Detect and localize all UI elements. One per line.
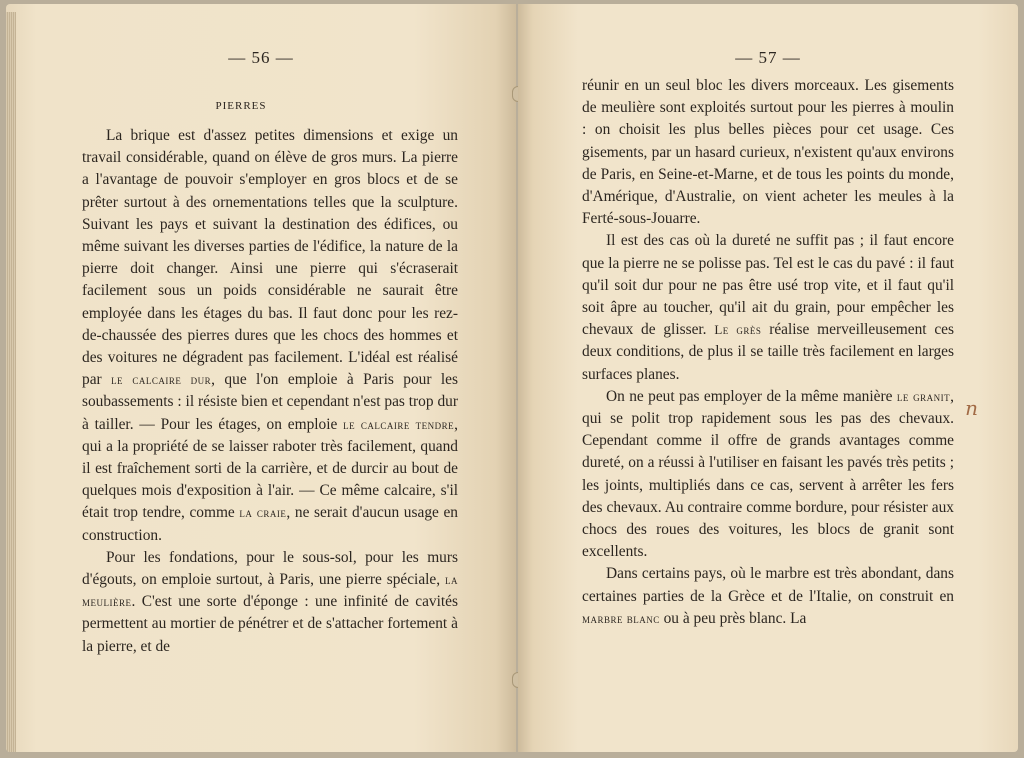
text-run: On ne peut pas employer de la même manière bbox=[606, 387, 897, 405]
running-head: PIERRES bbox=[215, 100, 267, 112]
text-run: Il est des cas où la dureté ne suffit pas ; il faut encore que la pierre ne se polisse pas. Tel est le cas du pavé : il faut qu'il soit dur pour ne pas être usé trop vite, et il faut qu'il soit âpre au toucher, qu'il ait du grain, pour empêcher les chevaux de glisser. bbox=[582, 232, 954, 339]
text-run: réunir en un seul bloc les divers morceaux. Les gisements de meulière sont exploités surtout pour les pierres à moulin : on choisit les plus belles pièces pour cet usage. Ces gisements, par un hasard curieux, n'existent qu'aux environs de Paris, en Seine-et-Marne, et de tous les points du monde, d'Amérique, d'Australie, on vient acheter les meules à la Ferté-sous-Jouarre. bbox=[582, 77, 954, 228]
term-marbre-blanc: marbre blanc bbox=[582, 610, 660, 626]
text-run: réalise merveilleusement ces deux conditions, de plus il se taille très facilement en larges surfaces planes. bbox=[582, 321, 954, 383]
body-text-left bbox=[82, 125, 458, 658]
page-edges bbox=[6, 12, 16, 752]
text-run: , que l'on emploie à Paris pour les soubassements : il résiste bien et cependant n'est pas trop dur à tailler. — Pour les étages, on emploie bbox=[82, 371, 458, 433]
term-calcaire-dur: le calcaire dur bbox=[111, 372, 212, 388]
term-craie: la craie bbox=[239, 505, 287, 521]
text-run: Pour les fondations, pour le sous-sol, pour les murs d'égouts, on emploie surtout, à Paris, une pierre spéciale, bbox=[82, 548, 458, 589]
page-number-right: — 57 — bbox=[735, 48, 801, 67]
text-run: , ne serait d'aucun usage en construction. bbox=[82, 504, 458, 544]
term-gres: Le grès bbox=[714, 322, 762, 338]
paragraph bbox=[582, 386, 954, 564]
body-text-right bbox=[582, 75, 954, 630]
text-run: Dans certains pays, où le marbre est très abondant, dans certaines parties de la Grèce et de l'Italie, on construit en bbox=[582, 565, 954, 605]
text-run: La brique est d'assez petites dimensions et exige un travail considérable, quand on élève de gros murs. La pierre a l'avantage de pouvoir s'employer en gros blocs et de se prêter surtout à des ornementations telles que la sculpture. Suivant les pays et suivant la destination des édifices, ou même suivant les diverses parties de l'édifice, la nature de la pierre doit changer. Ainsi une pierre qui s'écraserait facilement sous un poids considérable ne saurait être employée dans les étages du bas. Il faut donc pour les rez-de-chaussée des pierres dures que les chocs des hommes et des voitures ne dégradent pas facilement. L'idéal est réalisé par bbox=[82, 127, 458, 389]
term-calcaire-tendre: le calcaire tendre bbox=[343, 416, 455, 432]
term-meuliere: la meulière bbox=[82, 572, 458, 610]
pencil-margin-note: n bbox=[965, 396, 978, 420]
left-page bbox=[6, 4, 516, 752]
text-run: . C'est une sorte d'éponge : une infinité de cavités permettent au mortier de pénétrer et de s'attacher fortement à la pierre, et de bbox=[82, 593, 458, 655]
right-page bbox=[518, 4, 1018, 752]
text-run: ou à peu près blanc. La bbox=[659, 609, 807, 627]
paragraph bbox=[582, 230, 954, 385]
paragraph bbox=[582, 563, 954, 630]
text-run: , qui se polit trop rapidement sous les pas des chevaux. Cependant comme il offre de grands avantages comme dureté, on a réussi à l'utiliser en faisant les pavés très petits ; les joints, multipliés dans ce cas, servent à arrêter les fers des chevaux. Au contraire comme bordure, pour résister aux chocs des roues des voitures, les blocs de granit sont excellents. bbox=[582, 387, 954, 561]
page-number-left: — 56 — bbox=[228, 48, 294, 67]
term-granit: le granit bbox=[896, 388, 951, 404]
paragraph bbox=[82, 125, 458, 547]
text-run: , qui a la propriété de se laisser raboter très facilement, quand il est fraîchement sorti de la carrière, et de durcir au bout de quelques mois d'exposition à l'air. — Ce même calcaire, s'il était trop tendre, comme bbox=[82, 415, 458, 522]
paragraph bbox=[582, 75, 954, 230]
paragraph bbox=[82, 547, 458, 658]
